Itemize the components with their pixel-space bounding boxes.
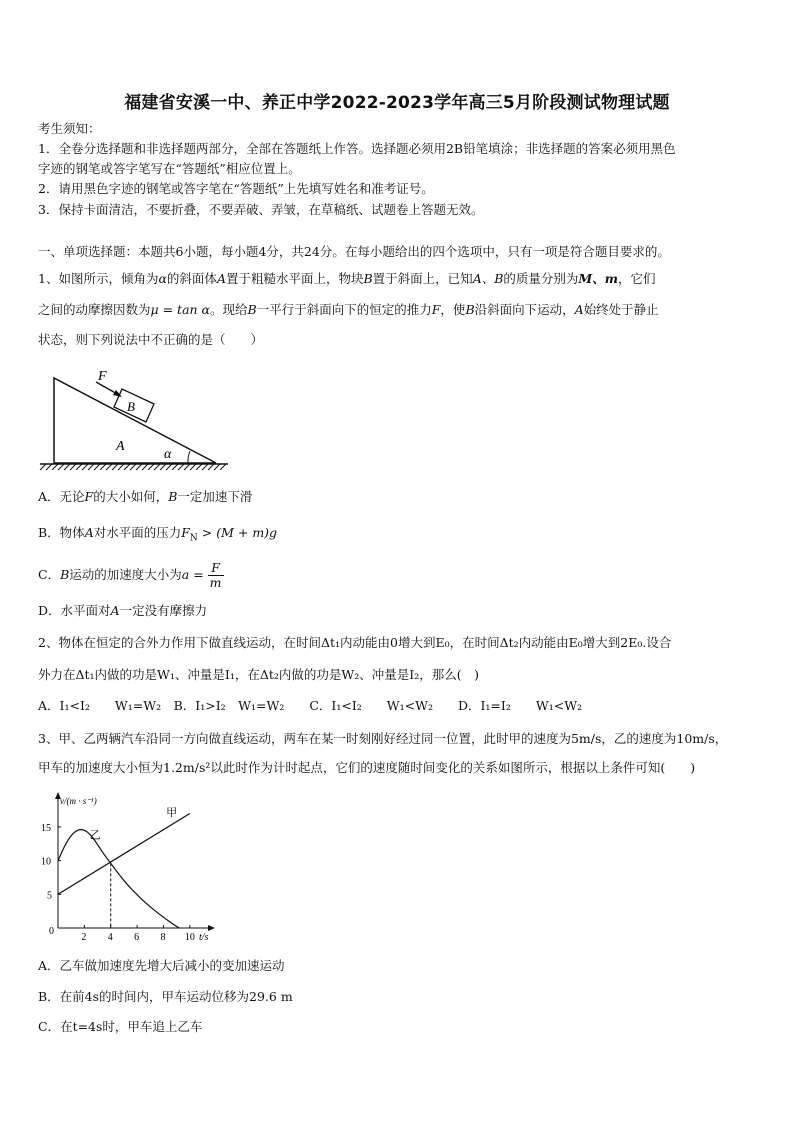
notice-heading: 考生须知： xyxy=(38,121,101,136)
q1-line1: 1、如图所示，倾角为α的斜面体A置于粗糙水平面上，物块B置于斜面上，已知A、B的质量分别为M、m，它们 xyxy=(38,271,656,286)
q2-line1: 2、物体在恒定的合外力作用下做直线运动，在时间Δt₁内动能由0增大到E₀，在时间Δt₂内动能由E₀增大到2E₀.设合 xyxy=(38,635,672,650)
y-tick-label: 10 xyxy=(41,856,51,868)
q3-line2: 甲车的加速度大小恒为1.2m/s²以此时作为计时起点，它们的速度随时间变化的关系如图所示，根据以上条件可知( ) xyxy=(38,760,696,775)
x-tick-label: 4 xyxy=(107,932,113,942)
incline-body-A xyxy=(54,378,216,463)
notice-item: 2．请用黑色字迹的钢笔或答字笔在“答题纸”上先填写姓名和准考证号。 xyxy=(38,181,434,196)
q2-line2: 外力在Δt₁内做的功是W₁、冲量是I₁，在Δt₂内做的功是W₂、冲量是I₂，那么( ) xyxy=(38,667,479,682)
q1-line2: 之间的动摩擦因数为μ = tan α。现给B一平行于斜面向下的恒定的推力F，使B沿斜面向下运动，A始终处于静止 xyxy=(38,302,659,317)
q2-options: A．I₁<I₂ W₁=W₂ B．I₁>I₂ W₁=W₂ C．I₁<I₂ W₁<W₂ D．I₁=I₂ W₁<W₂ xyxy=(38,698,583,713)
label-B: B xyxy=(127,399,135,414)
origin-label: 0 xyxy=(49,926,54,937)
q1-option-C: C．B运动的加速度大小为a = $\frac{F}{m}$ xyxy=(38,560,222,590)
x-axis-arrow xyxy=(208,925,215,931)
section-heading: 一、单项选择题：本题共6小题，每小题4分，共24分。在每小题给出的四个选项中，只有一项是符合题目要求的。 xyxy=(38,244,670,259)
label-F: F xyxy=(98,369,107,384)
notice-item: 字迹的钢笔或答字笔写在“答题纸”相应位置上。 xyxy=(38,161,301,176)
q1-option-B: B．物体A对水平面的压力$F_N > (M + m)g$ xyxy=(38,525,278,544)
q1-line3: 状态，则下列说法中不正确的是（ ） xyxy=(38,332,264,347)
angle-arc xyxy=(188,451,190,463)
x-tick-label: 2 xyxy=(81,932,87,942)
series-curve-yi xyxy=(58,830,179,928)
x-axis-label: t/s xyxy=(199,932,209,942)
y-axis-label: v/(m · s⁻¹) xyxy=(60,796,97,806)
y-tick-label: 15 xyxy=(41,822,51,834)
q1-option-A: A．无论F的大小如何，B一定加速下滑 xyxy=(38,489,253,504)
series-label-jia: 甲 xyxy=(166,807,178,820)
label-alpha: α xyxy=(164,447,172,462)
q3-line1: 3、甲、乙两辆汽车沿同一方向做直线运动，两车在某一时刻刚好经过同一位置，此时甲的速度为5m/s，乙的速度为10m/s， xyxy=(38,731,728,746)
x-tick-label: 6 xyxy=(134,932,140,942)
exam-title: 福建省安溪一中、养正中学2022-2023学年高三5月阶段测试物理试题 xyxy=(124,93,670,113)
q3-option-A: A．乙车做加速度先增大后减小的变加速运动 xyxy=(38,958,285,973)
vt-chart xyxy=(36,790,216,942)
q3-option-B: B．在前4s的时间内，甲车运动位移为29.6 m xyxy=(38,989,293,1004)
series-line-jia xyxy=(58,813,190,894)
series-label-yi: 乙 xyxy=(89,829,101,842)
notice-item: 3．保持卡面清洁，不要折叠，不要弄破、弄皱，在草稿纸、试题卷上答题无效。 xyxy=(38,202,484,217)
label-A: A xyxy=(116,439,125,454)
incline-figure xyxy=(36,362,236,472)
ground-hatching xyxy=(40,464,226,470)
fraction-F-over-m: $\frac{F}{m}$ xyxy=(209,560,222,590)
x-tick-label: 8 xyxy=(160,932,166,942)
q1-option-D: D．水平面对A一定没有摩擦力 xyxy=(38,603,208,618)
x-tick-label: 10 xyxy=(184,932,195,942)
y-tick-label: 5 xyxy=(47,890,52,902)
q3-option-C: C．在t=4s时，甲车追上乙车 xyxy=(38,1019,203,1034)
notice-item: 1．全卷分选择题和非选择题两部分，全部在答题纸上作答。选择题必须用2B铅笔填涂；非选择题的答案必须用黑色 xyxy=(38,141,676,156)
